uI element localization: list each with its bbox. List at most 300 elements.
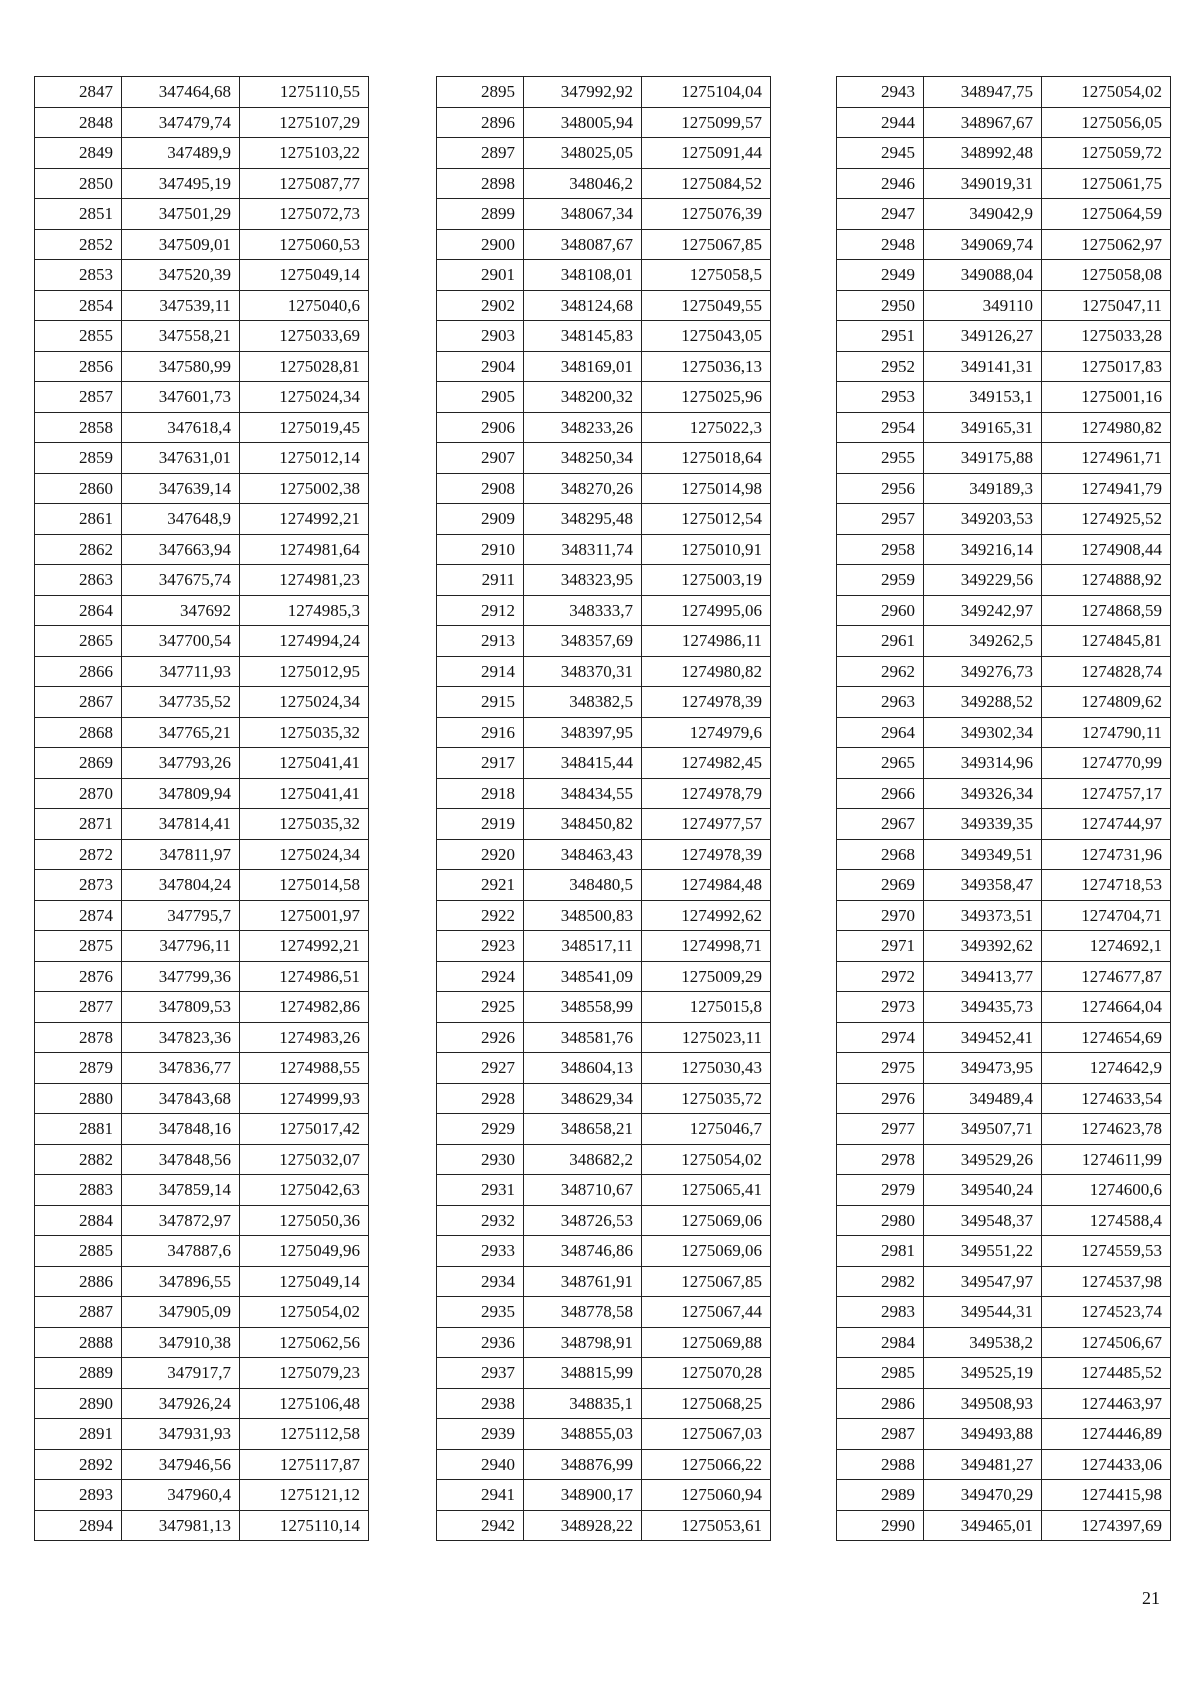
point-number-cell: 2932 xyxy=(437,1205,524,1236)
point-number-cell: 2943 xyxy=(837,77,924,108)
point-number-cell: 2971 xyxy=(837,931,924,962)
x-coordinate-cell: 347872,97 xyxy=(122,1205,240,1236)
y-coordinate-cell: 1275053,61 xyxy=(642,1510,771,1541)
table-row xyxy=(35,290,369,321)
y-coordinate-cell: 1275069,06 xyxy=(642,1205,771,1236)
y-coordinate-cell: 1275064,59 xyxy=(1042,199,1171,230)
point-number-cell: 2976 xyxy=(837,1083,924,1114)
point-number-cell: 2892 xyxy=(35,1449,122,1480)
table-row xyxy=(437,626,771,657)
y-coordinate-cell: 1275112,58 xyxy=(240,1419,369,1450)
y-coordinate-cell: 1275028,81 xyxy=(240,351,369,382)
table-row xyxy=(837,931,1171,962)
point-number-cell: 2870 xyxy=(35,778,122,809)
x-coordinate-cell: 348746,86 xyxy=(524,1236,642,1267)
point-number-cell: 2979 xyxy=(837,1175,924,1206)
table-row xyxy=(437,1205,771,1236)
y-coordinate-cell: 1274731,96 xyxy=(1042,839,1171,870)
x-coordinate-cell: 347917,7 xyxy=(122,1358,240,1389)
point-number-cell: 2875 xyxy=(35,931,122,962)
point-number-cell: 2970 xyxy=(837,900,924,931)
y-coordinate-cell: 1275099,57 xyxy=(642,107,771,138)
y-coordinate-cell: 1274978,39 xyxy=(642,687,771,718)
point-number-cell: 2935 xyxy=(437,1297,524,1328)
x-coordinate-cell: 347992,92 xyxy=(524,77,642,108)
table-row xyxy=(837,992,1171,1023)
point-number-cell: 2882 xyxy=(35,1144,122,1175)
point-number-cell: 2847 xyxy=(35,77,122,108)
point-number-cell: 2908 xyxy=(437,473,524,504)
table-row xyxy=(35,778,369,809)
x-coordinate-cell: 349110 xyxy=(924,290,1042,321)
y-coordinate-cell: 1275018,64 xyxy=(642,443,771,474)
point-number-cell: 2918 xyxy=(437,778,524,809)
y-coordinate-cell: 1275015,8 xyxy=(642,992,771,1023)
y-coordinate-cell: 1274999,93 xyxy=(240,1083,369,1114)
point-number-cell: 2921 xyxy=(437,870,524,901)
y-coordinate-cell: 1274642,9 xyxy=(1042,1053,1171,1084)
x-coordinate-cell: 349465,01 xyxy=(924,1510,1042,1541)
table-row xyxy=(437,1175,771,1206)
point-number-cell: 2859 xyxy=(35,443,122,474)
y-coordinate-cell: 1275058,5 xyxy=(642,260,771,291)
y-coordinate-cell: 1275047,11 xyxy=(1042,290,1171,321)
y-coordinate-cell: 1275067,44 xyxy=(642,1297,771,1328)
table-row xyxy=(437,168,771,199)
table-row xyxy=(837,534,1171,565)
y-coordinate-cell: 1274981,23 xyxy=(240,565,369,596)
table-row xyxy=(837,443,1171,474)
point-number-cell: 2955 xyxy=(837,443,924,474)
point-number-cell: 2986 xyxy=(837,1388,924,1419)
y-coordinate-cell: 1275009,29 xyxy=(642,961,771,992)
point-number-cell: 2858 xyxy=(35,412,122,443)
table-row xyxy=(437,229,771,260)
table-row xyxy=(837,809,1171,840)
point-number-cell: 2917 xyxy=(437,748,524,779)
x-coordinate-cell: 348761,91 xyxy=(524,1266,642,1297)
x-coordinate-cell: 349088,04 xyxy=(924,260,1042,291)
table-row xyxy=(35,809,369,840)
table-row xyxy=(437,1114,771,1145)
y-coordinate-cell: 1274463,97 xyxy=(1042,1388,1171,1419)
y-coordinate-cell: 1275033,28 xyxy=(1042,321,1171,352)
point-number-cell: 2855 xyxy=(35,321,122,352)
x-coordinate-cell: 348397,95 xyxy=(524,717,642,748)
x-coordinate-cell: 348450,82 xyxy=(524,809,642,840)
y-coordinate-cell: 1274397,69 xyxy=(1042,1510,1171,1541)
point-number-cell: 2854 xyxy=(35,290,122,321)
x-coordinate-cell: 347910,38 xyxy=(122,1327,240,1358)
point-number-cell: 2900 xyxy=(437,229,524,260)
table-row xyxy=(837,1327,1171,1358)
table-row xyxy=(837,138,1171,169)
y-coordinate-cell: 1275041,41 xyxy=(240,748,369,779)
x-coordinate-cell: 349042,9 xyxy=(924,199,1042,230)
y-coordinate-cell: 1275017,83 xyxy=(1042,351,1171,382)
y-coordinate-cell: 1274664,04 xyxy=(1042,992,1171,1023)
x-coordinate-cell: 348270,26 xyxy=(524,473,642,504)
y-coordinate-cell: 1274523,74 xyxy=(1042,1297,1171,1328)
y-coordinate-cell: 1274977,57 xyxy=(642,809,771,840)
point-number-cell: 2937 xyxy=(437,1358,524,1389)
x-coordinate-cell: 349493,88 xyxy=(924,1419,1042,1450)
table-row xyxy=(35,961,369,992)
y-coordinate-cell: 1275043,05 xyxy=(642,321,771,352)
point-number-cell: 2940 xyxy=(437,1449,524,1480)
point-number-cell: 2872 xyxy=(35,839,122,870)
point-number-cell: 2884 xyxy=(35,1205,122,1236)
table-row xyxy=(837,1144,1171,1175)
table-row xyxy=(437,778,771,809)
y-coordinate-cell: 1274982,45 xyxy=(642,748,771,779)
x-coordinate-cell: 348658,21 xyxy=(524,1114,642,1145)
x-coordinate-cell: 348928,22 xyxy=(524,1510,642,1541)
y-coordinate-cell: 1275110,14 xyxy=(240,1510,369,1541)
point-number-cell: 2881 xyxy=(35,1114,122,1145)
x-coordinate-cell: 348025,05 xyxy=(524,138,642,169)
table-row xyxy=(437,1144,771,1175)
y-coordinate-cell: 1274995,06 xyxy=(642,595,771,626)
y-coordinate-cell: 1275069,88 xyxy=(642,1327,771,1358)
y-coordinate-cell: 1274446,89 xyxy=(1042,1419,1171,1450)
table-row xyxy=(35,992,369,1023)
x-coordinate-cell: 349392,62 xyxy=(924,931,1042,962)
table-row xyxy=(35,1327,369,1358)
coordinate-table-3 xyxy=(836,76,1171,1541)
point-number-cell: 2853 xyxy=(35,260,122,291)
x-coordinate-cell: 347809,94 xyxy=(122,778,240,809)
table-row xyxy=(437,443,771,474)
table-row xyxy=(35,107,369,138)
x-coordinate-cell: 347804,24 xyxy=(122,870,240,901)
table-row xyxy=(837,473,1171,504)
point-number-cell: 2941 xyxy=(437,1480,524,1511)
y-coordinate-cell: 1274978,79 xyxy=(642,778,771,809)
point-number-cell: 2972 xyxy=(837,961,924,992)
point-number-cell: 2980 xyxy=(837,1205,924,1236)
point-number-cell: 2902 xyxy=(437,290,524,321)
y-coordinate-cell: 1275062,56 xyxy=(240,1327,369,1358)
point-number-cell: 2863 xyxy=(35,565,122,596)
point-number-cell: 2879 xyxy=(35,1053,122,1084)
y-coordinate-cell: 1275012,54 xyxy=(642,504,771,535)
table-row xyxy=(837,1205,1171,1236)
point-number-cell: 2923 xyxy=(437,931,524,962)
table-row xyxy=(837,656,1171,687)
x-coordinate-cell: 347631,01 xyxy=(122,443,240,474)
point-number-cell: 2961 xyxy=(837,626,924,657)
x-coordinate-cell: 348710,67 xyxy=(524,1175,642,1206)
y-coordinate-cell: 1274485,52 xyxy=(1042,1358,1171,1389)
x-coordinate-cell: 349189,3 xyxy=(924,473,1042,504)
y-coordinate-cell: 1275012,95 xyxy=(240,656,369,687)
x-coordinate-cell: 348108,01 xyxy=(524,260,642,291)
y-coordinate-cell: 1274868,59 xyxy=(1042,595,1171,626)
coordinate-table-2 xyxy=(436,76,771,1541)
x-coordinate-cell: 348480,5 xyxy=(524,870,642,901)
table-row xyxy=(837,900,1171,931)
y-coordinate-cell: 1274961,71 xyxy=(1042,443,1171,474)
y-coordinate-cell: 1275066,22 xyxy=(642,1449,771,1480)
table-row xyxy=(35,351,369,382)
x-coordinate-cell: 347836,77 xyxy=(122,1053,240,1084)
point-number-cell: 2952 xyxy=(837,351,924,382)
point-number-cell: 2983 xyxy=(837,1297,924,1328)
table-row xyxy=(35,1205,369,1236)
point-number-cell: 2869 xyxy=(35,748,122,779)
y-coordinate-cell: 1275058,08 xyxy=(1042,260,1171,291)
table-row xyxy=(35,504,369,535)
point-number-cell: 2887 xyxy=(35,1297,122,1328)
table-row xyxy=(437,1236,771,1267)
table-row xyxy=(437,199,771,230)
table-row xyxy=(837,1114,1171,1145)
x-coordinate-cell: 347848,56 xyxy=(122,1144,240,1175)
x-coordinate-cell: 347796,11 xyxy=(122,931,240,962)
table-row xyxy=(35,565,369,596)
table-row xyxy=(437,1327,771,1358)
x-coordinate-cell: 348463,43 xyxy=(524,839,642,870)
x-coordinate-cell: 348370,31 xyxy=(524,656,642,687)
y-coordinate-cell: 1274744,97 xyxy=(1042,809,1171,840)
point-number-cell: 2982 xyxy=(837,1266,924,1297)
table-row xyxy=(837,778,1171,809)
y-coordinate-cell: 1274992,21 xyxy=(240,931,369,962)
y-coordinate-cell: 1275062,97 xyxy=(1042,229,1171,260)
point-number-cell: 2883 xyxy=(35,1175,122,1206)
point-number-cell: 2942 xyxy=(437,1510,524,1541)
point-number-cell: 2895 xyxy=(437,77,524,108)
y-coordinate-cell: 1275049,55 xyxy=(642,290,771,321)
x-coordinate-cell: 347814,41 xyxy=(122,809,240,840)
table-row xyxy=(837,839,1171,870)
y-coordinate-cell: 1274718,53 xyxy=(1042,870,1171,901)
table-row xyxy=(437,1297,771,1328)
point-number-cell: 2929 xyxy=(437,1114,524,1145)
x-coordinate-cell: 348581,76 xyxy=(524,1022,642,1053)
y-coordinate-cell: 1274757,17 xyxy=(1042,778,1171,809)
x-coordinate-cell: 349203,53 xyxy=(924,504,1042,535)
point-number-cell: 2948 xyxy=(837,229,924,260)
y-coordinate-cell: 1275012,14 xyxy=(240,443,369,474)
x-coordinate-cell: 347558,21 xyxy=(122,321,240,352)
point-number-cell: 2850 xyxy=(35,168,122,199)
point-number-cell: 2867 xyxy=(35,687,122,718)
x-coordinate-cell: 348900,17 xyxy=(524,1480,642,1511)
table-row xyxy=(437,717,771,748)
table-row xyxy=(837,1480,1171,1511)
table-row xyxy=(35,748,369,779)
point-number-cell: 2876 xyxy=(35,961,122,992)
point-number-cell: 2871 xyxy=(35,809,122,840)
y-coordinate-cell: 1275014,98 xyxy=(642,473,771,504)
y-coordinate-cell: 1275068,25 xyxy=(642,1388,771,1419)
table-row xyxy=(437,382,771,413)
point-number-cell: 2911 xyxy=(437,565,524,596)
x-coordinate-cell: 349358,47 xyxy=(924,870,1042,901)
x-coordinate-cell: 348726,53 xyxy=(524,1205,642,1236)
y-coordinate-cell: 1275072,73 xyxy=(240,199,369,230)
x-coordinate-cell: 347692 xyxy=(122,595,240,626)
y-coordinate-cell: 1275001,97 xyxy=(240,900,369,931)
table-row xyxy=(437,321,771,352)
point-number-cell: 2944 xyxy=(837,107,924,138)
table-row xyxy=(35,870,369,901)
x-coordinate-cell: 349544,31 xyxy=(924,1297,1042,1328)
table-row xyxy=(35,473,369,504)
x-coordinate-cell: 347765,21 xyxy=(122,717,240,748)
y-coordinate-cell: 1275084,52 xyxy=(642,168,771,199)
table-row xyxy=(837,1358,1171,1389)
x-coordinate-cell: 348250,34 xyxy=(524,443,642,474)
table-row xyxy=(437,473,771,504)
point-number-cell: 2888 xyxy=(35,1327,122,1358)
y-coordinate-cell: 1274992,62 xyxy=(642,900,771,931)
y-coordinate-cell: 1275056,05 xyxy=(1042,107,1171,138)
table-row xyxy=(437,900,771,931)
x-coordinate-cell: 349126,27 xyxy=(924,321,1042,352)
y-coordinate-cell: 1275041,41 xyxy=(240,778,369,809)
x-coordinate-cell: 349216,14 xyxy=(924,534,1042,565)
x-coordinate-cell: 347793,26 xyxy=(122,748,240,779)
x-coordinate-cell: 347495,19 xyxy=(122,168,240,199)
table-row xyxy=(837,1022,1171,1053)
x-coordinate-cell: 347539,11 xyxy=(122,290,240,321)
y-coordinate-cell: 1274980,82 xyxy=(642,656,771,687)
y-coordinate-cell: 1274988,55 xyxy=(240,1053,369,1084)
table-row xyxy=(837,382,1171,413)
y-coordinate-cell: 1275035,32 xyxy=(240,717,369,748)
table-row xyxy=(35,138,369,169)
x-coordinate-cell: 348295,48 xyxy=(524,504,642,535)
x-coordinate-cell: 348434,55 xyxy=(524,778,642,809)
y-coordinate-cell: 1275024,34 xyxy=(240,382,369,413)
point-number-cell: 2969 xyxy=(837,870,924,901)
x-coordinate-cell: 349175,88 xyxy=(924,443,1042,474)
point-number-cell: 2987 xyxy=(837,1419,924,1450)
y-coordinate-cell: 1274941,79 xyxy=(1042,473,1171,504)
table-row xyxy=(437,931,771,962)
table-row xyxy=(837,321,1171,352)
y-coordinate-cell: 1274790,11 xyxy=(1042,717,1171,748)
x-coordinate-cell: 348629,34 xyxy=(524,1083,642,1114)
table-row xyxy=(35,931,369,962)
table-row xyxy=(437,748,771,779)
point-number-cell: 2953 xyxy=(837,382,924,413)
point-number-cell: 2956 xyxy=(837,473,924,504)
y-coordinate-cell: 1274981,64 xyxy=(240,534,369,565)
x-coordinate-cell: 349339,35 xyxy=(924,809,1042,840)
y-coordinate-cell: 1275054,02 xyxy=(642,1144,771,1175)
x-coordinate-cell: 347675,74 xyxy=(122,565,240,596)
y-coordinate-cell: 1274994,24 xyxy=(240,626,369,657)
y-coordinate-cell: 1275014,58 xyxy=(240,870,369,901)
y-coordinate-cell: 1274600,6 xyxy=(1042,1175,1171,1206)
table-row xyxy=(35,1053,369,1084)
table-row xyxy=(837,1419,1171,1450)
x-coordinate-cell: 349229,56 xyxy=(924,565,1042,596)
point-number-cell: 2954 xyxy=(837,412,924,443)
y-coordinate-cell: 1274654,69 xyxy=(1042,1022,1171,1053)
x-coordinate-cell: 349141,31 xyxy=(924,351,1042,382)
x-coordinate-cell: 349540,24 xyxy=(924,1175,1042,1206)
point-number-cell: 2977 xyxy=(837,1114,924,1145)
point-number-cell: 2939 xyxy=(437,1419,524,1450)
table-row xyxy=(437,77,771,108)
y-coordinate-cell: 1274770,99 xyxy=(1042,748,1171,779)
point-number-cell: 2890 xyxy=(35,1388,122,1419)
table-row xyxy=(35,260,369,291)
table-row xyxy=(35,656,369,687)
x-coordinate-cell: 348682,2 xyxy=(524,1144,642,1175)
point-number-cell: 2905 xyxy=(437,382,524,413)
point-number-cell: 2975 xyxy=(837,1053,924,1084)
table-row xyxy=(35,1175,369,1206)
point-number-cell: 2896 xyxy=(437,107,524,138)
x-coordinate-cell: 347960,4 xyxy=(122,1480,240,1511)
y-coordinate-cell: 1275067,85 xyxy=(642,1266,771,1297)
table-row xyxy=(837,961,1171,992)
point-number-cell: 2909 xyxy=(437,504,524,535)
point-number-cell: 2933 xyxy=(437,1236,524,1267)
y-coordinate-cell: 1275061,75 xyxy=(1042,168,1171,199)
table-row xyxy=(437,565,771,596)
y-coordinate-cell: 1275104,04 xyxy=(642,77,771,108)
point-number-cell: 2916 xyxy=(437,717,524,748)
x-coordinate-cell: 347981,13 xyxy=(122,1510,240,1541)
x-coordinate-cell: 348169,01 xyxy=(524,351,642,382)
x-coordinate-cell: 347501,29 xyxy=(122,199,240,230)
table-row xyxy=(837,290,1171,321)
table-row xyxy=(437,656,771,687)
x-coordinate-cell: 349153,1 xyxy=(924,382,1042,413)
table-row xyxy=(837,1297,1171,1328)
y-coordinate-cell: 1274704,71 xyxy=(1042,900,1171,931)
x-coordinate-cell: 348233,26 xyxy=(524,412,642,443)
x-coordinate-cell: 347931,93 xyxy=(122,1419,240,1450)
y-coordinate-cell: 1274888,92 xyxy=(1042,565,1171,596)
x-coordinate-cell: 347648,9 xyxy=(122,504,240,535)
table-row xyxy=(837,626,1171,657)
y-coordinate-cell: 1274925,52 xyxy=(1042,504,1171,535)
y-coordinate-cell: 1275065,41 xyxy=(642,1175,771,1206)
y-coordinate-cell: 1275023,11 xyxy=(642,1022,771,1053)
y-coordinate-cell: 1275117,87 xyxy=(240,1449,369,1480)
point-number-cell: 2893 xyxy=(35,1480,122,1511)
point-number-cell: 2973 xyxy=(837,992,924,1023)
y-coordinate-cell: 1274998,71 xyxy=(642,931,771,962)
x-coordinate-cell: 347663,94 xyxy=(122,534,240,565)
x-coordinate-cell: 348967,67 xyxy=(924,107,1042,138)
x-coordinate-cell: 349547,97 xyxy=(924,1266,1042,1297)
table-row xyxy=(437,1053,771,1084)
table-row xyxy=(35,1449,369,1480)
table-row xyxy=(35,1419,369,1450)
point-number-cell: 2856 xyxy=(35,351,122,382)
y-coordinate-cell: 1275054,02 xyxy=(1042,77,1171,108)
point-number-cell: 2860 xyxy=(35,473,122,504)
point-number-cell: 2852 xyxy=(35,229,122,260)
y-coordinate-cell: 1275035,72 xyxy=(642,1083,771,1114)
x-coordinate-cell: 347618,4 xyxy=(122,412,240,443)
point-number-cell: 2934 xyxy=(437,1266,524,1297)
x-coordinate-cell: 349276,73 xyxy=(924,656,1042,687)
y-coordinate-cell: 1275059,72 xyxy=(1042,138,1171,169)
table-row xyxy=(837,1388,1171,1419)
table-row xyxy=(437,1083,771,1114)
point-number-cell: 2974 xyxy=(837,1022,924,1053)
